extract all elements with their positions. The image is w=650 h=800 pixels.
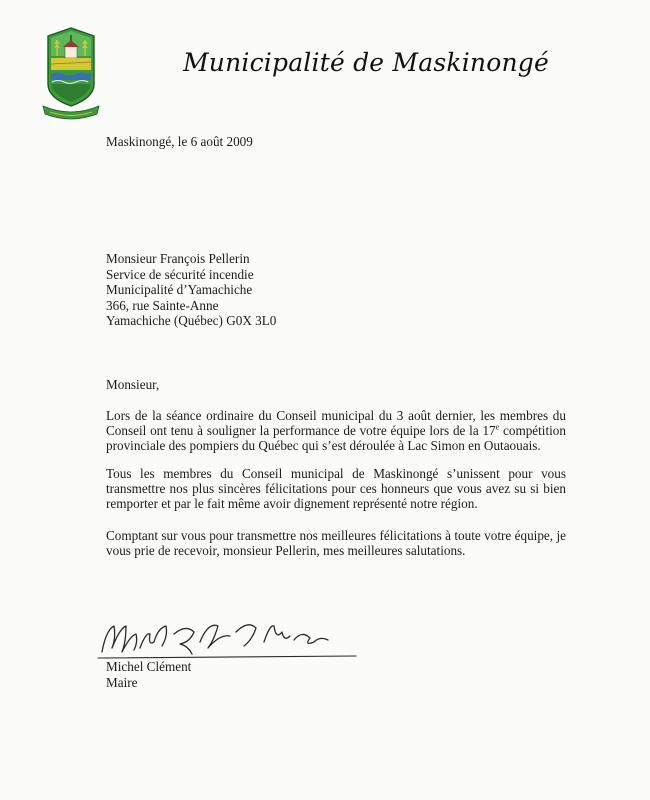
recipient-street: 366, rue Sainte-Anne <box>106 297 219 313</box>
salutation: Monsieur, <box>106 377 160 392</box>
letterhead-title: Municipalité de Maskinongé <box>183 48 549 77</box>
handwritten-signature <box>96 612 358 660</box>
recipient-department: Service de sécurité incendie <box>106 266 254 282</box>
recipient-city: Yamachiche (Québec) G0X 3L0 <box>106 313 277 328</box>
letter-date: Maskinongé, le 6 août 2009 <box>106 134 253 149</box>
body-paragraph-1-text-end: compétition provinciale des pompiers du Québec qui s’est déroulée à Lac Simon en Outaouais. <box>106 423 566 453</box>
municipal-crest-logo <box>42 26 100 120</box>
recipient-name: Monsieur François Pellerin <box>106 251 250 266</box>
ordinal-suffix: e <box>495 422 500 432</box>
signer-title: Maire <box>106 675 138 690</box>
body-paragraph-3: Comptant sur vous pour transmettre nos meilleures félicitations à toute votre équipe, je vous prie de recevoir, monsieur Pellerin, mes meilleures salutations. <box>106 528 566 558</box>
recipient-address <box>106 251 276 329</box>
body-paragraph-1 <box>106 408 566 453</box>
signer-name: Michel Clément <box>106 659 192 674</box>
body-paragraph-2: Tous les membres du Conseil municipal de Maskinongé s’unissent pour vous transmettre nos plus sincères félicitations pour ces honneurs que vous avez su si bien remporter et par le fait même avoir dignement représenté notre région. <box>106 466 566 511</box>
recipient-municipality: Municipalité d’Yamachiche <box>106 282 253 297</box>
body-paragraph-1-text: Lors de la séance ordinaire du Conseil municipal du 3 août dernier, les membres du Conseil ont tenu à souligner la performance de votre équipe lors de la 17 <box>106 408 566 438</box>
